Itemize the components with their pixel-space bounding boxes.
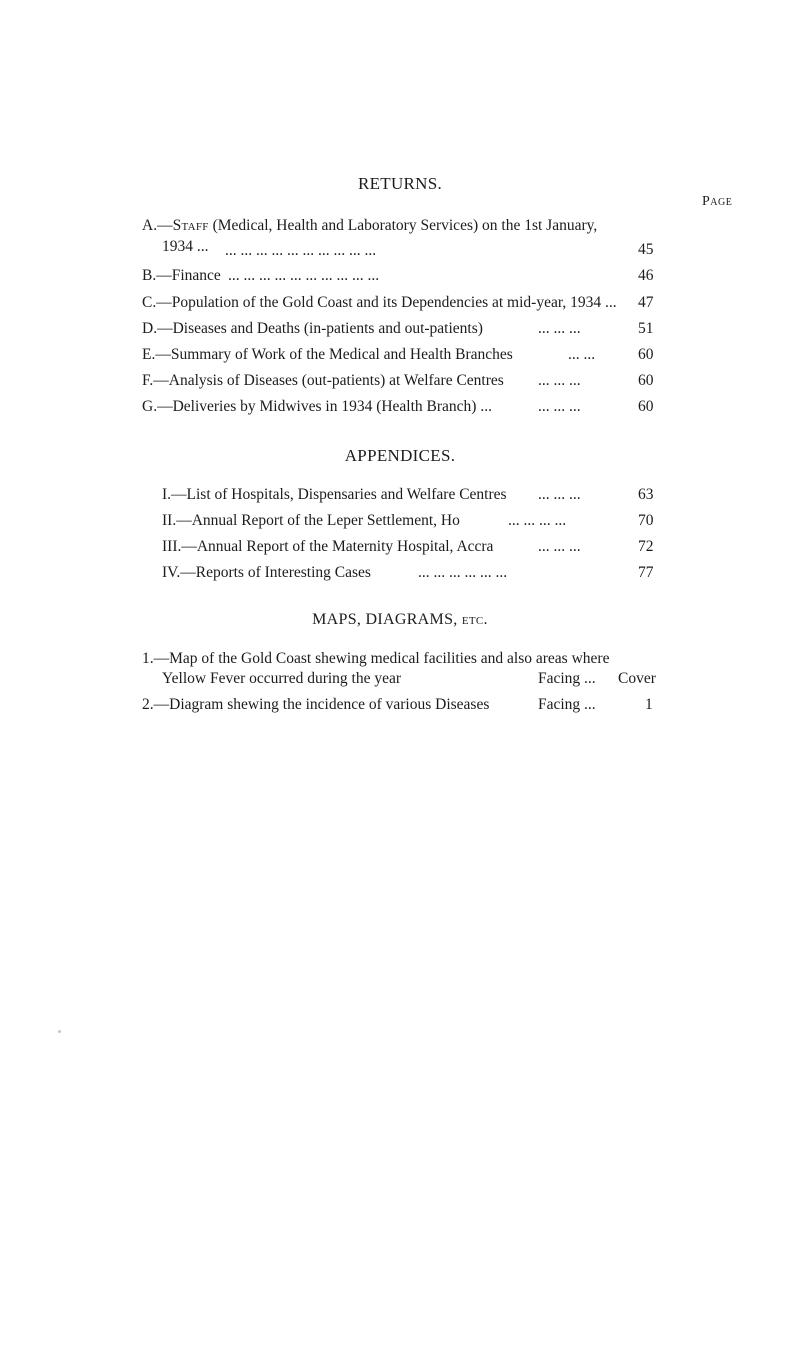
returns-item-a-page: 45 [638, 241, 654, 258]
maps-heading-etc: etc. [461, 611, 488, 628]
appendix-item-1-page: 63 [638, 486, 654, 503]
maps-item-1-facing: Facing ... [538, 670, 596, 687]
returns-item-e-text: E.—Summary of Work of the Medical and Health Branches [142, 346, 513, 363]
returns-item-g-dots: ... ... ... [538, 398, 581, 415]
maps-item-2-facing: Facing ... [538, 696, 596, 713]
maps-heading-main: MAPS, DIAGRAMS, [312, 611, 462, 628]
returns-item-f-text: F.—Analysis of Diseases (out-patients) at Welfare Centres [142, 372, 504, 389]
returns-item-g-page: 60 [638, 398, 654, 415]
scan-speck [58, 1030, 61, 1033]
returns-item-c-text: C.—Population of the Gold Coast and its Dependencies at mid-year, 1934 ... [142, 294, 617, 311]
returns-item-f-page: 60 [638, 372, 654, 389]
returns-item-b-text: B.—Finance [142, 267, 221, 284]
maps-item-2-text: 2.—Diagram shewing the incidence of various Diseases [142, 696, 490, 713]
appendix-item-2-text: II.—Annual Report of the Leper Settlement, Ho [162, 512, 460, 529]
returns-item-e-page: 60 [638, 346, 654, 363]
appendix-item-1-text: I.—List of Hospitals, Dispensaries and Welfare Centres [162, 486, 507, 503]
returns-item-d-dots: ... ... ... [538, 320, 581, 337]
appendix-item-1-dots: ... ... ... [538, 486, 581, 503]
returns-item-a-dots: ... ... ... ... ... ... ... ... ... ... [225, 242, 377, 259]
appendix-item-4-page: 77 [638, 564, 654, 581]
returns-item-a [142, 216, 597, 235]
returns-item-a-prefix: A.— [142, 217, 173, 234]
appendix-item-3-text: III.—Annual Report of the Maternity Hospital, Accra [162, 538, 494, 555]
maps-heading [0, 611, 800, 629]
returns-item-a-smallcaps: Staff [172, 217, 209, 234]
returns-item-e-dots: ... ... [568, 346, 596, 363]
appendix-item-2-dots: ... ... ... ... [508, 512, 567, 529]
appendix-item-3-dots: ... ... ... [538, 538, 581, 555]
returns-item-f-dots: ... ... ... [538, 372, 581, 389]
returns-item-a-text: (Medical, Health and Laboratory Services) on the 1st January, [208, 217, 598, 234]
returns-item-a-year: 1934 ... [162, 238, 209, 255]
returns-item-b-page: 46 [638, 267, 654, 284]
maps-item-2-page: 1 [645, 696, 653, 713]
returns-item-g-text: G.—Deliveries by Midwives in 1934 (Health Branch) ... [142, 398, 492, 415]
returns-item-d-page: 51 [638, 320, 654, 337]
returns-heading: RETURNS. [357, 174, 443, 193]
page-column-label: Page [702, 194, 733, 209]
maps-item-1-line1: 1.—Map of the Gold Coast shewing medical facilities and also areas where [142, 650, 610, 667]
appendices-heading: APPENDICES. [344, 446, 456, 465]
appendix-item-4-dots: ... ... ... ... ... ... [418, 564, 508, 581]
maps-item-1-page: Cover [618, 670, 656, 687]
appendix-item-3-page: 72 [638, 538, 654, 555]
appendix-item-4-text: IV.—Reports of Interesting Cases [162, 564, 371, 581]
returns-item-a-line2 [162, 237, 209, 256]
returns-item-d-text: D.—Diseases and Deaths (in-patients and out-patients) [142, 320, 483, 337]
returns-item-b-dots: ... ... ... ... ... ... ... ... ... ... [228, 267, 380, 284]
maps-item-1-line2: Yellow Fever occurred during the year [162, 670, 402, 687]
appendix-item-2-page: 70 [638, 512, 654, 529]
returns-item-c-page: 47 [638, 294, 654, 311]
